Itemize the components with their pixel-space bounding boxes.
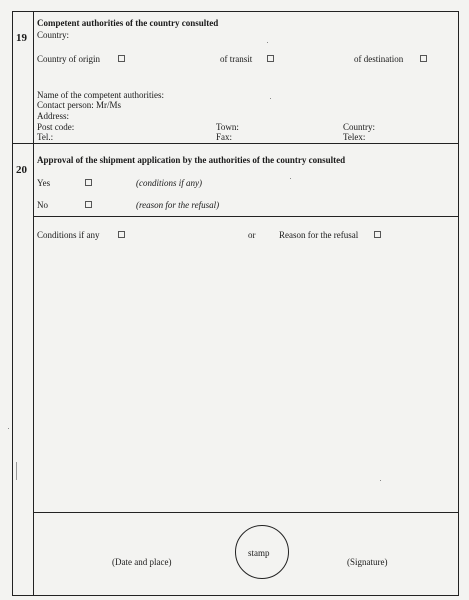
country-of-origin-checkbox[interactable] [118,55,125,62]
of-transit-checkbox[interactable] [267,55,274,62]
section-19-heading: Competent authorities of the country consulted [37,18,219,28]
of-destination-checkbox[interactable] [420,55,427,62]
country-label: Country: [37,30,70,40]
stamp-label: stamp [248,548,270,558]
scan-speck [267,42,268,43]
frame-left-line [12,11,13,596]
scan-speck [16,462,17,480]
number-column-divider [33,11,34,596]
yes-conditions-note: (conditions if any) [136,178,202,188]
of-transit-label: of transit [220,54,253,64]
yes-label: Yes [37,178,51,188]
section-20-heading: Approval of the shipment application by the authorities of the country consulted [37,155,346,165]
authorities-name-label: Name of the competent authorities: [37,90,164,100]
scan-speck [270,98,271,99]
signature-area-top-line [33,512,459,513]
or-label: or [248,230,256,240]
post-code-label: Post code: [37,122,75,132]
conditions-if-any-label: Conditions if any [37,230,100,240]
country-address-label: Country: [343,122,376,132]
frame-right-line [458,11,459,596]
reason-for-refusal-checkbox[interactable] [374,231,381,238]
signature-label: (Signature) [347,557,388,567]
scan-speck [290,178,291,179]
telex-label: Telex: [343,132,366,142]
date-and-place-label: (Date and place) [112,557,172,567]
section-20-header-bottom-line [33,216,459,217]
country-of-origin-label: Country of origin [37,54,100,64]
conditions-text-area[interactable] [35,244,455,508]
tel-label: Tel.: [37,132,54,142]
scan-speck [8,428,9,429]
conditions-if-any-checkbox[interactable] [118,231,125,238]
frame-top-line [12,11,459,12]
address-label: Address: [37,111,69,121]
scan-speck [380,480,381,481]
section-19-number: 19 [16,32,27,44]
section-19-bottom-line [12,143,459,144]
contact-person-label: Contact person: Mr/Ms [37,100,121,110]
town-label: Town: [216,122,239,132]
section-20-number: 20 [16,164,27,176]
of-destination-label: of destination [354,54,404,64]
no-refusal-note: (reason for the refusal) [136,200,220,210]
fax-label: Fax: [216,132,233,142]
yes-checkbox[interactable] [85,179,92,186]
reason-for-refusal-label: Reason for the refusal [279,230,359,240]
frame-bottom-line [12,595,459,596]
no-label: No [37,200,48,210]
no-checkbox[interactable] [85,201,92,208]
